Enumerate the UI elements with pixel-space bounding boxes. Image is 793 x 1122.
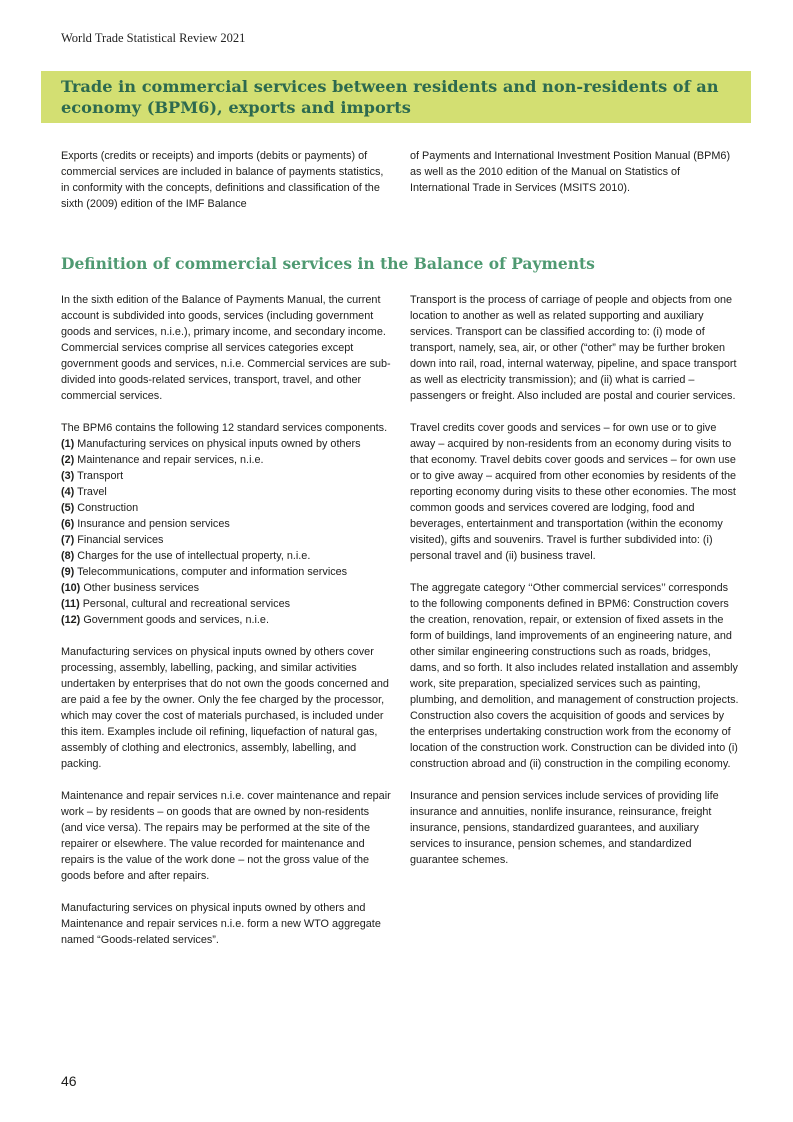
paragraph-manufacturing-services: Manufacturing services on physical inputs owned by others cover processing, assembly, labelling, packing, and similar activities undertaken by enterprises that do not own the goods concerned and are paid a fee by the owner. Only the fee charged by the processor, which may cover the cost of materials purchased, is included under this item. Examples include oil refining, liquefaction of natural gas, assembly of clothing and electronics, assembly, labelling, and packing. — [61, 646, 389, 770]
intro-right-column — [410, 148, 740, 196]
list-item: (12) Government goods and services, n.i.e. — [61, 614, 269, 626]
page-number: 46 — [61, 1073, 77, 1089]
list-item: (11) Personal, cultural and recreational services — [61, 598, 291, 610]
paragraph-other-commercial-services: The aggregate category ‘‘Other commercial services’’ corresponds to the following components defined in BPM6: Construction covers the creation, renovation, repair, or extension of fixed assets in the form of buildings, land improvements of an engineering nature, and other similar engineering constructions such as roads, bridges, dams, and so forth. It also includes related installation and assembly work, site preparation, specialized services such as painting, plumbing, and demolition, and management of construction projects. Construction also covers the acquisition of goods and services by the enterprises undertaking construction work from the economy of location of the construction work. Construction can be divided into (i) construction abroad and (ii) construction in the compiling economy. — [410, 582, 739, 770]
paragraph-goods-related-services: Manufacturing services on physical inputs owned by others and Maintenance and repair services n.i.e. form a new WTO aggregate named “Goods-related services”. — [61, 902, 381, 946]
intro-paragraph-left: Exports (credits or receipts) and imports (debits or payments) of commercial services are included in balance of payments statistics, in conformity with the concepts, definitions and classification of the sixth (2009) edition of the IMF Balance — [61, 150, 384, 210]
section-heading: Definition of commercial services in the Balance of Payments — [61, 254, 595, 273]
paragraph-current-account: In the sixth edition of the Balance of Payments Manual, the current account is subdivided into goods, services (including government goods and services, n.i.e.), primary income, and secondary income. Commercial services comprise all services categories except government goods and services, n.i.e. Commercial services are sub-divided into goods-related services, transport, travel, and other commercial services. — [61, 294, 391, 402]
page-title: Trade in commercial services between residents and non-residents of an economy (BPM6), exports and imports — [61, 77, 719, 117]
list-item: (7) Financial services — [61, 534, 164, 546]
paragraph-travel: Travel credits cover goods and services – for own use or to give away – acquired by non-residents from an economy during visits to that economy. Travel debits cover goods and services – for own use or to give away – acquired from other economies by residents of the reporting economy during visits to these other economies. The most common goods and services covered are lodging, food and beverages, entertainment and transportation (within the economy visited), gifts and souvenirs. Travel is further subdivided into: (i) personal travel and (ii) business travel. — [410, 422, 737, 562]
intro-left-column — [61, 148, 391, 212]
list-item: (9) Telecommunications, computer and information services — [61, 566, 348, 578]
title-banner — [41, 71, 751, 123]
paragraph-maintenance-repair: Maintenance and repair services n.i.e. cover maintenance and repair work – by residents – on goods that are owned by non-residents (and vice versa). The repairs may be performed at the site of the repairer or elsewhere. The value recorded for maintenance and repairs is the value of the work done – not the gross value of the goods before and after repairs. — [61, 790, 391, 882]
list-item: (2) Maintenance and repair services, n.i.e. — [61, 454, 264, 466]
paragraph-insurance-pension: Insurance and pension services include services of providing life insurance and annuities, nonlife insurance, reinsurance, freight insurance, pensions, standardized guarantees, and auxiliary services to insurance, pension schemes, and standardized guarantee schemes. — [410, 790, 719, 866]
list-intro: The BPM6 contains the following 12 standard services components. — [61, 422, 388, 434]
list-item: (3) Transport — [61, 470, 124, 482]
intro-paragraph-right: of Payments and International Investment Position Manual (BPM6) as well as the 2010 edition of the Manual on Statistics of International Trade in Services (MSITS 2010). — [410, 150, 731, 194]
services-components-list — [61, 436, 391, 628]
list-item: (8) Charges for the use of intellectual property, n.i.e. — [61, 550, 311, 562]
list-item: (4) Travel — [61, 486, 107, 498]
list-item: (1) Manufacturing services on physical inputs owned by others — [61, 438, 361, 450]
body-left-column — [61, 292, 391, 948]
list-item: (5) Construction — [61, 502, 139, 514]
list-item: (10) Other business services — [61, 582, 200, 594]
body-right-column — [410, 292, 740, 868]
list-item: (6) Insurance and pension services — [61, 518, 230, 530]
paragraph-transport: Transport is the process of carriage of people and objects from one location to another as well as related supporting and auxiliary services. Transport can be classified according to: (i) mode of transport, namely, sea, air, or other (“other” may be further broken down into rail, road, internal waterway, pipeline, and space transport as well as electricity transmission); and (ii) what is carried – passengers or freight. Also included are postal and courier services. — [410, 294, 737, 402]
running-header: World Trade Statistical Review 2021 — [61, 31, 246, 45]
